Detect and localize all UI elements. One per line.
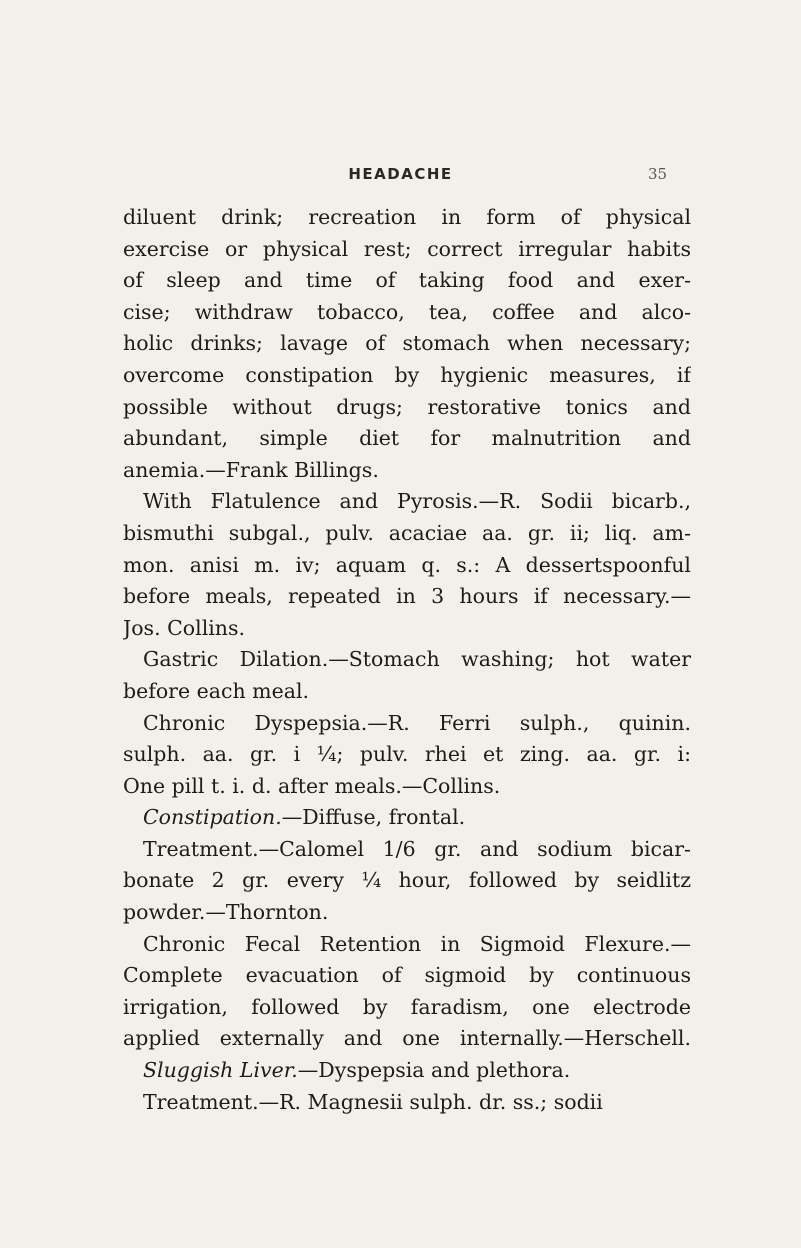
text-line: Jos. Collins. xyxy=(123,615,246,640)
text-line: Gastric Dilation.—Stomach washing; hot water xyxy=(143,647,691,672)
running-head xyxy=(0,165,801,187)
text-line xyxy=(123,802,691,834)
page-number: 35 xyxy=(648,165,668,183)
body-text xyxy=(123,202,691,1118)
text-line: irrigation, followed by faradism, one electrode xyxy=(123,994,691,1019)
section-heading-constipation: Constipation. xyxy=(143,805,282,830)
text-line: With Flatulence and Pyrosis.—R. Sodii bicarb., xyxy=(143,489,691,514)
text-line: Chronic Fecal Retention in Sigmoid Flexure.— xyxy=(143,931,691,956)
text-line: sulph. aa. gr. i ¼; pulv. rhei et zing. aa. gr. i: xyxy=(123,742,691,767)
text-line: exercise or physical rest; correct irregular habits xyxy=(123,236,691,261)
text-line: bonate 2 gr. every ¼ hour, followed by seidlitz xyxy=(123,868,691,893)
text-line: of sleep and time of taking food and exer- xyxy=(123,268,691,293)
text-line: holic drinks; lavage of stomach when necessary; xyxy=(123,331,691,356)
section-heading-sluggish-liver: Sluggish Liver. xyxy=(143,1058,298,1083)
text-line: Complete evacuation of sigmoid by continuous xyxy=(123,963,691,988)
text-line: before meals, repeated in 3 hours if necessary.— xyxy=(123,584,691,609)
text-line: cise; withdraw tobacco, tea, coffee and alco- xyxy=(123,299,691,324)
text-line: Treatment.—Calomel 1/6 gr. and sodium bicar- xyxy=(143,836,691,861)
text-line: mon. anisi m. iv; aquam q. s.: A dessertspoonful xyxy=(123,552,691,577)
text-line: before each meal. xyxy=(123,678,310,703)
text-line: One pill t. i. d. after meals.—Collins. xyxy=(123,773,501,798)
text-line xyxy=(123,1055,691,1087)
text-line: possible without drugs; restorative tonics and xyxy=(123,394,691,419)
text-line: applied externally and one internally.—Herschell. xyxy=(123,1026,691,1051)
text-line: Treatment.—R. Magnesii sulph. dr. ss.; sodii xyxy=(143,1089,603,1114)
text-line: overcome constipation by hygienic measures, if xyxy=(123,362,691,387)
text-line: anemia.—Frank Billings. xyxy=(123,457,379,482)
text-line: diluent drink; recreation in form of physical xyxy=(123,205,691,229)
text-line: bismuthi subgal., pulv. acaciae aa. gr. ii; liq. am- xyxy=(123,520,691,545)
running-title: HEADACHE xyxy=(348,165,453,183)
text-line: powder.—Thornton. xyxy=(123,900,329,925)
text-line: abundant, simple diet for malnutrition and xyxy=(123,426,691,451)
line-remainder: —Dyspepsia and plethora. xyxy=(297,1058,571,1083)
text-line: Chronic Dyspepsia.—R. Ferri sulph., quinin. xyxy=(143,710,691,735)
line-remainder: —Diffuse, frontal. xyxy=(281,805,466,830)
